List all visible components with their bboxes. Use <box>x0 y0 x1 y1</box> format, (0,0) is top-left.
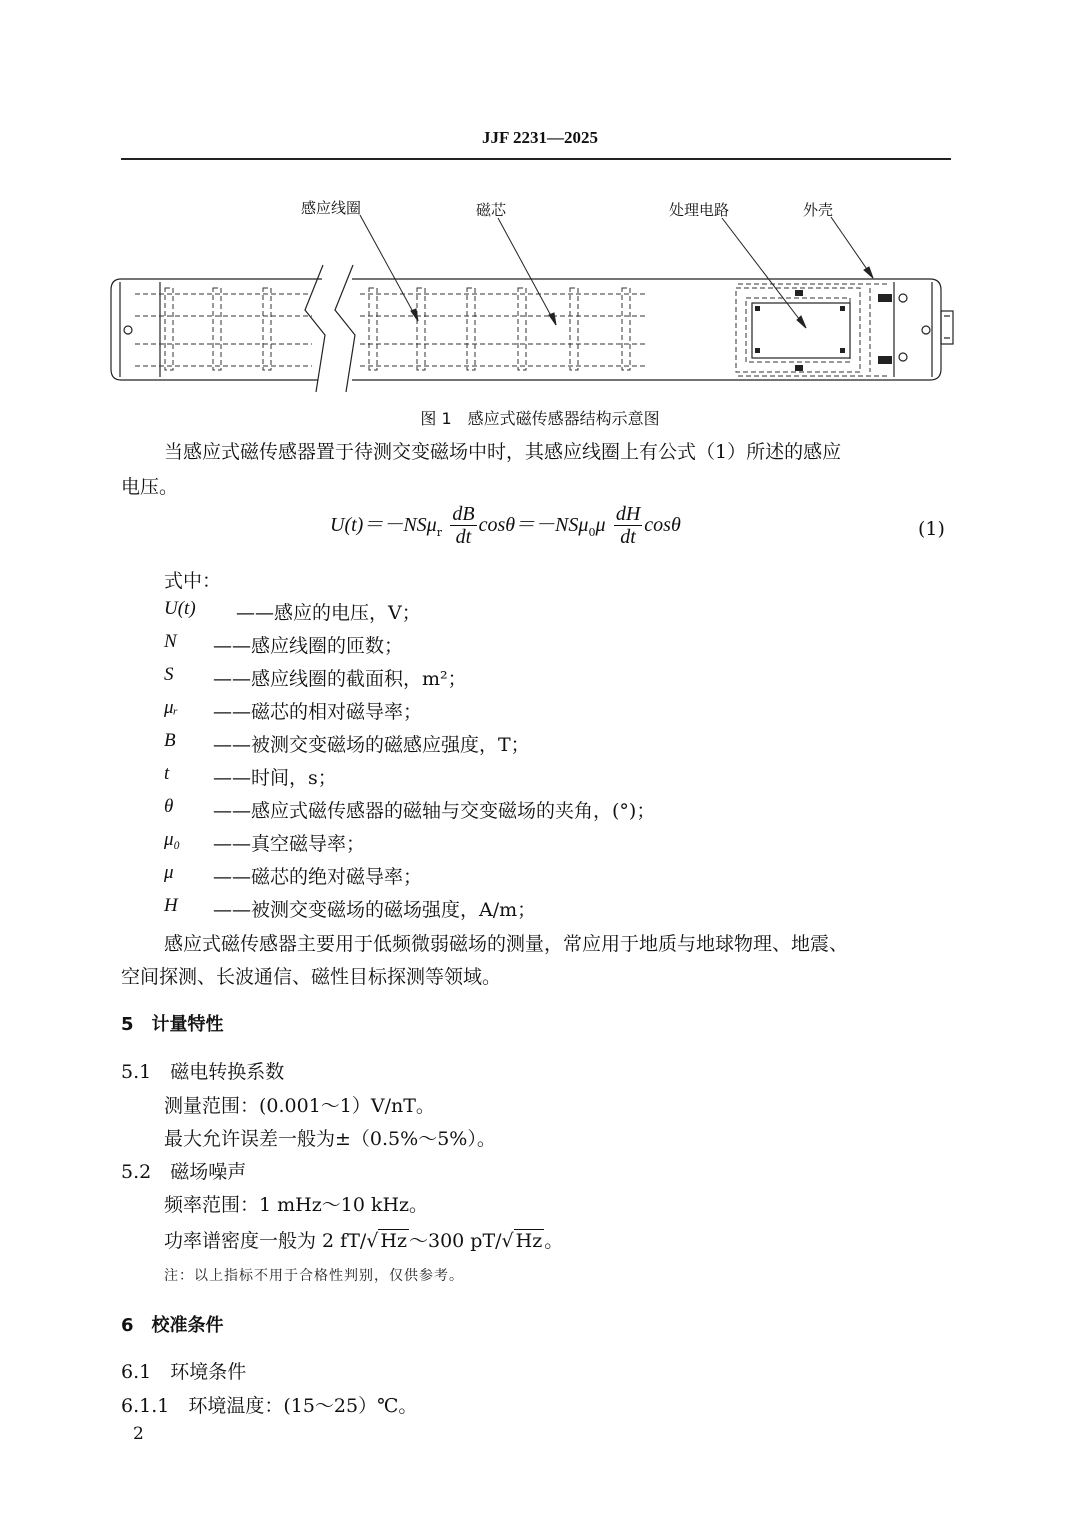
def-text: ——被测交变磁场的磁场强度，A/m； <box>213 899 537 921</box>
psd-sqrt-2: Hz <box>515 1230 543 1252</box>
eq-cos2: cosθ <box>644 514 681 536</box>
psd-text-a: 功率谱密度一般为 2 fT/ <box>164 1230 367 1252</box>
psd-text-c: 。 <box>544 1230 564 1252</box>
page-number: 2 <box>133 1424 144 1444</box>
section-5-1-error: 最大允许误差一般为±（0.5%～5%）。 <box>164 1128 496 1150</box>
eq-frac-dh-dt <box>614 503 642 548</box>
section-6-1-title: 6.1 环境条件 <box>121 1361 247 1383</box>
section-6-1-1: 6.1.1 环境温度：(15～25）℃。 <box>121 1395 418 1417</box>
where-label: 式中： <box>164 570 222 592</box>
eq-part1: ＝－NS <box>363 514 427 536</box>
def-symbol: t <box>164 763 170 784</box>
def-symbol: μ₀ <box>164 829 181 850</box>
psd-text-b: ～300 pT/ <box>408 1230 502 1252</box>
eq-cos1: cosθ <box>478 514 516 536</box>
def-symbol: θ <box>164 796 174 817</box>
section-5-note: 注：以上指标不用于合格性判别，仅供参考。 <box>164 1268 464 1284</box>
eq-frac1-num: dB <box>452 503 475 525</box>
figure-label-shell: 外壳 <box>803 201 834 219</box>
eq-mu-r: μ <box>426 514 437 536</box>
eq-mu-r-sub: r <box>436 526 442 539</box>
equation-number: (1) <box>918 518 945 540</box>
def-symbol: S <box>164 664 174 685</box>
eq-frac2-num: dH <box>615 503 641 525</box>
eq-frac-db-dt <box>450 503 476 548</box>
section-5-title: 5 计量特性 <box>121 1014 224 1035</box>
figure-label-coil: 感应线圈 <box>301 199 362 217</box>
header-rule <box>121 158 951 160</box>
def-symbol: μ <box>164 862 174 883</box>
usage-line-1: 感应式磁传感器主要用于低频微弱磁场的测量，常应用于地质与地球物理、地震、 <box>164 933 849 955</box>
eq-mu0-sub: 0 <box>588 526 596 539</box>
def-text: ——被测交变磁场的磁感应强度，T； <box>213 734 530 756</box>
intro-line-1: 当感应式磁传感器置于待测交变磁场中时，其感应线圈上有公式（1）所述的感应 <box>164 441 842 463</box>
section-5-1-title: 5.1 磁电转换系数 <box>121 1061 285 1083</box>
sensor-structure-figure <box>0 190 1080 395</box>
section-5-2-freq: 频率范围：1 mHz～10 kHz。 <box>164 1194 429 1216</box>
eq-part2: ＝－NS <box>515 514 579 536</box>
def-symbol: B <box>164 730 176 751</box>
def-text: ——时间，s； <box>213 767 337 789</box>
section-5-1-range: 测量范围：(0.001～1）V/nT。 <box>164 1095 435 1117</box>
def-text: ——磁芯的相对磁导率； <box>213 701 423 723</box>
def-symbol: H <box>164 895 178 916</box>
figure-label-circuit: 处理电路 <box>669 201 730 219</box>
intro-line-2: 电压。 <box>121 476 179 498</box>
def-text: ——真空磁导率； <box>213 833 366 855</box>
psd-sqrt-1: Hz <box>380 1230 407 1252</box>
eq-mu: μ <box>595 514 606 536</box>
eq-lhs: U(t) <box>330 514 364 536</box>
eq-frac2-den: dt <box>620 526 636 548</box>
def-symbol: μᵣ <box>164 697 179 718</box>
def-text: ——感应的电压，V； <box>236 602 421 624</box>
equation-1 <box>330 503 681 548</box>
figure-label-core: 磁芯 <box>476 201 507 219</box>
eq-mu0: μ <box>578 514 589 536</box>
def-text: ——感应式磁传感器的磁轴与交变磁场的夹角，(°)； <box>213 800 656 822</box>
def-symbol: U(t) <box>164 598 196 619</box>
document-id: JJF 2231—2025 <box>481 128 598 147</box>
section-5-2-psd: 功率谱密度一般为 2 fT/√ Hz ～300 pT/√ Hz 。 <box>164 1230 564 1252</box>
usage-line-2: 空间探测、长波通信、磁性目标探测等领域。 <box>121 966 502 988</box>
def-text: ——感应线圈的截面积，m²； <box>213 668 467 690</box>
def-symbol: N <box>164 631 177 652</box>
section-6-title: 6 校准条件 <box>121 1315 224 1336</box>
eq-frac1-den: dt <box>455 526 472 548</box>
section-5-2-title: 5.2 磁场噪声 <box>121 1161 247 1183</box>
def-text: ——感应线圈的匝数； <box>213 635 404 657</box>
figure-caption: 图 1 感应式磁传感器结构示意图 <box>420 409 660 428</box>
def-text: ——磁芯的绝对磁导率； <box>213 866 423 888</box>
